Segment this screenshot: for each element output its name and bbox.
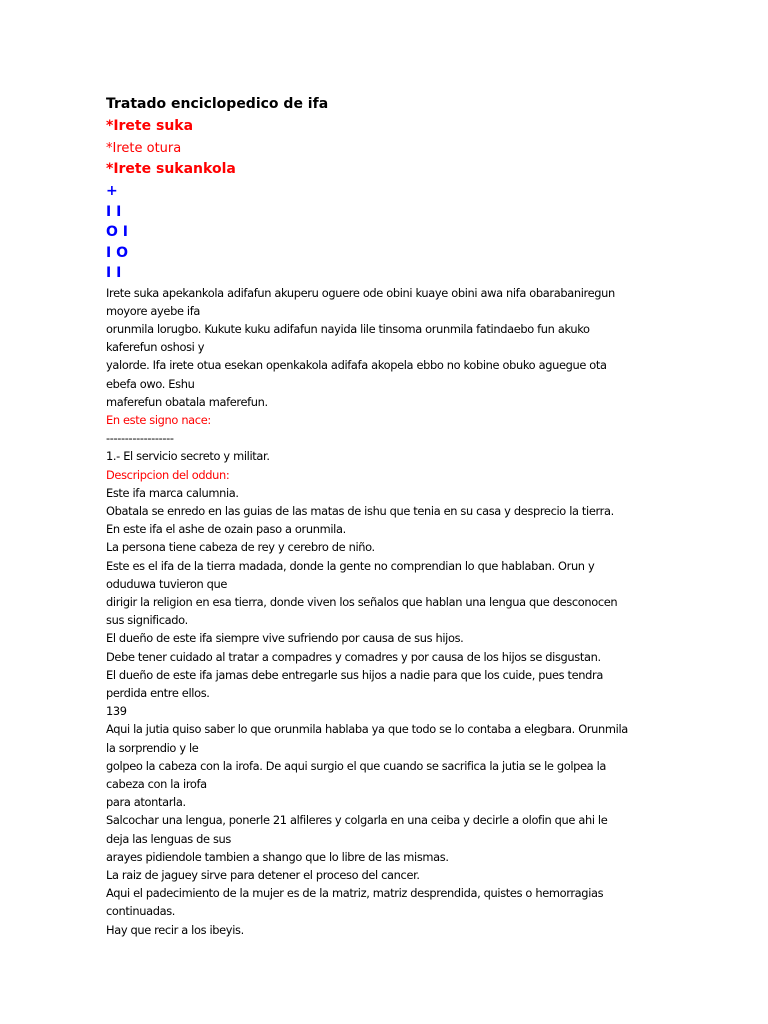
text-line: Obatala se enredo en las guias de las matas de ishu que tenia en su casa y desprecio la tierra.	[106, 503, 614, 518]
text-line: perdida entre ellos.	[106, 685, 210, 700]
text-line: Salcochar una lengua, ponerle 21 alfileres y colgarla en una ceiba y decirle a olofin que ahi le	[106, 813, 608, 828]
sign-line: +	[106, 183, 118, 199]
text-line: Debe tener cuidado al tratar a compadres y comadres y por causa de los hijos se disgustan.	[106, 649, 601, 664]
body-paragraph-2	[106, 484, 666, 939]
text-line: continuadas.	[106, 904, 176, 919]
text-line: Aqui la jutia quiso saber lo que orunmila hablaba ya que todo se lo contaba a elegbara. Orunmila	[106, 722, 628, 737]
sign-line: O I	[106, 224, 128, 240]
section-label-descripcion: Descripcion del oddun:	[106, 467, 230, 482]
body-paragraph-1	[106, 284, 666, 411]
text-line: sus significado.	[106, 613, 188, 628]
text-line: golpeo la cabeza con la irofa. De aqui surgio el que cuando se sacrifica la jutia se le golpea la	[106, 758, 607, 773]
heading-irete-otura: *Irete otura	[106, 141, 182, 156]
sign-line: I I	[106, 265, 122, 281]
document-title: Tratado enciclopedico de ifa	[106, 96, 329, 112]
text-line: El dueño de este ifa siempre vive sufriendo por causa de sus hijos.	[106, 631, 464, 646]
text-line: oduduwa tuvieron que	[106, 576, 228, 591]
text-line: El dueño de este ifa jamas debe entregarle sus hijos a nadie para que los cuide, pues tendra	[106, 667, 604, 682]
text-line: la sorprendio y le	[106, 740, 199, 755]
text-line: moyore ayebe ifa	[106, 303, 200, 318]
document-page	[106, 94, 666, 939]
text-line: Este ifa marca calumnia.	[106, 485, 239, 500]
heading-irete-suka: *Irete suka	[106, 118, 194, 134]
text-line: Irete suka apekankola adifafun akuperu oguere ode obini kuaye obini awa nifa obarabaniregun	[106, 285, 615, 300]
page-number: 139	[106, 704, 127, 719]
list-item: 1.- El servicio secreto y militar.	[106, 449, 270, 464]
text-line: Hay que recir a los ibeyis.	[106, 922, 244, 937]
section-label-nace: En este signo nace:	[106, 412, 211, 427]
text-line: La persona tiene cabeza de rey y cerebro de niño.	[106, 540, 375, 555]
text-line: dirigir la religion en esa tierra, donde viven los señalos que hablan una lengua que desconocen	[106, 594, 618, 609]
text-line: Este es el ifa de la tierra madada, donde la gente no comprendian lo que hablaban. Orun y	[106, 558, 595, 573]
text-line: arayes pidiendole tambien a shango que lo libre de las mismas.	[106, 849, 449, 864]
text-line: orunmila lorugbo. Kukute kuku adifafun nayida lile tinsoma orunmila fatindaebo fun akuko	[106, 321, 590, 336]
sign-line: I I	[106, 203, 122, 220]
text-line: kaferefun oshosi y	[106, 340, 205, 355]
heading-irete-sukankola: *Irete sukankola	[106, 161, 236, 177]
text-line: yalorde. Ifa irete otua esekan openkakola adifafa akopela ebbo no kobine obuko aguegue ota	[106, 358, 607, 373]
text-line: ebefa owo. Eshu	[106, 376, 195, 391]
text-line: Aqui el padecimiento de la mujer es de la matriz, matriz desprendida, quistes o hemorragias	[106, 886, 604, 901]
text-line: En este ifa el ashe de ozain paso a orunmila.	[106, 522, 346, 537]
separator-line: ------------------	[106, 431, 174, 446]
text-line: La raiz de jaguey sirve para detener el proceso del cancer.	[106, 868, 420, 882]
text-line: para atontarla.	[106, 795, 186, 810]
text-line: maferefun obatala maferefun.	[106, 394, 268, 409]
sign-line: I O	[106, 244, 128, 261]
text-line: deja las lenguas de sus	[106, 831, 231, 846]
text-line: cabeza con la irofa	[106, 776, 207, 791]
